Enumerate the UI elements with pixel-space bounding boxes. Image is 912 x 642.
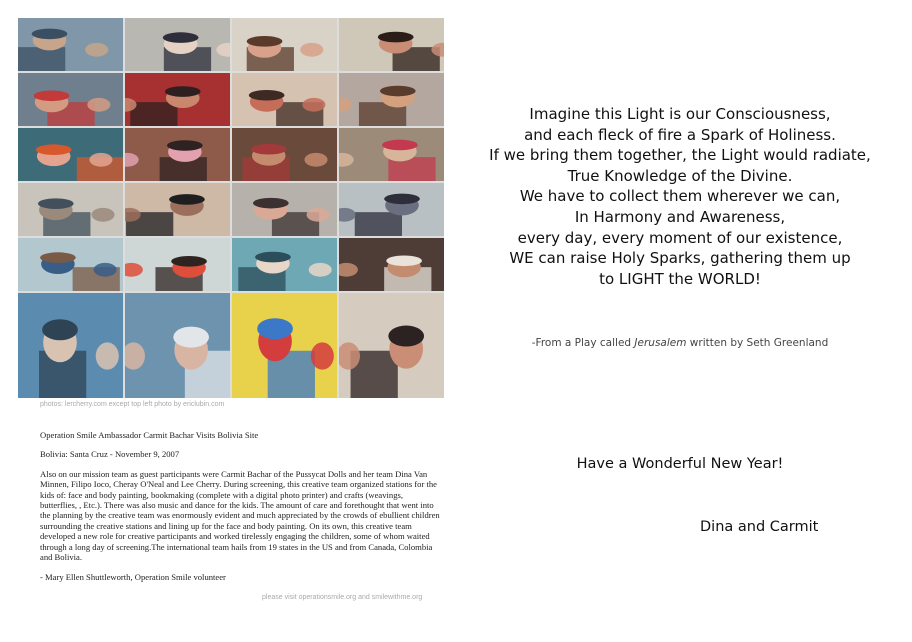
photo-woman-in-hall xyxy=(125,183,230,236)
photo-two-women-portrait xyxy=(339,18,444,71)
poem-line: WE can raise Holy Sparks, gathering them up xyxy=(509,249,851,268)
poem-line: Imagine this Light is our Consciousness, xyxy=(529,105,831,123)
photo-photographer-with-camera xyxy=(18,18,123,71)
poem-line: to LIGHT the WORLD! xyxy=(599,269,761,288)
photo-collage xyxy=(18,18,444,398)
photo-boy-on-floor xyxy=(18,238,123,291)
photo-smiley-painting xyxy=(232,293,337,398)
photo-credit: photos: lercherry.com except top left photo by ericlubin.com xyxy=(40,401,225,408)
article-headline: Operation Smile Ambassador Carmit Bachar Visits Bolivia Site xyxy=(40,430,259,440)
photo-doctor-with-infant xyxy=(125,293,230,398)
photo-woman-smiling-clinic xyxy=(232,18,337,71)
poem-line: True Knowledge of the Divine. xyxy=(567,166,793,185)
photo-waiting-room xyxy=(18,183,123,236)
attribution-suffix: written by Seth Greenland xyxy=(686,337,829,349)
poem-line: In Harmony and Awareness, xyxy=(574,207,786,226)
photo-woman-laughing xyxy=(232,73,337,126)
poem-line: If we bring them together, the Light would radiate, xyxy=(489,146,871,165)
article-author: - Mary Ellen Shuttleworth, Operation Smile volunteer xyxy=(40,572,226,583)
photo-mother-and-baby xyxy=(339,238,444,291)
photo-group-selfie xyxy=(339,293,444,398)
new-year-greeting: Have a Wonderful New Year! xyxy=(576,456,784,472)
photo-child-pink-shirt xyxy=(125,128,230,181)
attribution-prefix: -From a Play called xyxy=(531,337,635,349)
signature: Dina and Carmit xyxy=(700,519,819,535)
photo-woman-with-kids xyxy=(125,73,230,126)
poem-line: every day, every moment of our existence, xyxy=(517,228,843,247)
photo-masked-surgeon xyxy=(125,18,230,71)
article xyxy=(40,430,440,592)
poem-line: We have to collect them wherever we can, xyxy=(519,187,841,206)
article-body: Also on our mission team as guest participants were Carmit Bachar of the Pussycat Dolls and her team Dina Van Minnen, Filipo Ioco, Cheray O'Neal and Lee Cherry. During screening, this creative team organized stations for the kids of: face and body painting, bookmaking (complete with a digital photo printer) and crafts (weavings, butterflies, , Etc.). There was also music and dance for the kids. The amount of care and forethought that went into the planning by the creative team was enormously evident and much appreciated by the crowds of ebullient children surrounding the creative stations and lining up for the face and body painting. On its own, this creative team developed a new role for creative participants and worked tirelessly engaging the children, some of whom waited through a long day of screening.The international team hails from 19 states in the US and from Canada, Colombia and Bolivia. xyxy=(40,468,440,563)
visit-note: please visit operationsmile.org and smilewithme.org xyxy=(262,594,423,601)
photo-woman-child-close xyxy=(232,128,337,181)
photo-surgery-team xyxy=(18,293,123,398)
quote-attribution xyxy=(460,337,900,349)
photo-corridor-family xyxy=(339,183,444,236)
poem-line: and each fleck of fire a Spark of Holiness. xyxy=(524,125,836,144)
poem xyxy=(460,104,900,289)
photo-woman-with-girl xyxy=(18,128,123,181)
photo-nurse-with-baby xyxy=(232,238,337,291)
photo-man-with-child xyxy=(18,73,123,126)
article-dateline: Bolivia: Santa Cruz - November 9, 2007 xyxy=(40,449,180,460)
photo-laughing-woman-baby xyxy=(232,183,337,236)
photo-kids-face-paint xyxy=(339,73,444,126)
photo-girl-headscarf xyxy=(339,128,444,181)
play-title: Jerusalem xyxy=(634,337,687,349)
photo-kneeling-volunteer xyxy=(125,238,230,291)
